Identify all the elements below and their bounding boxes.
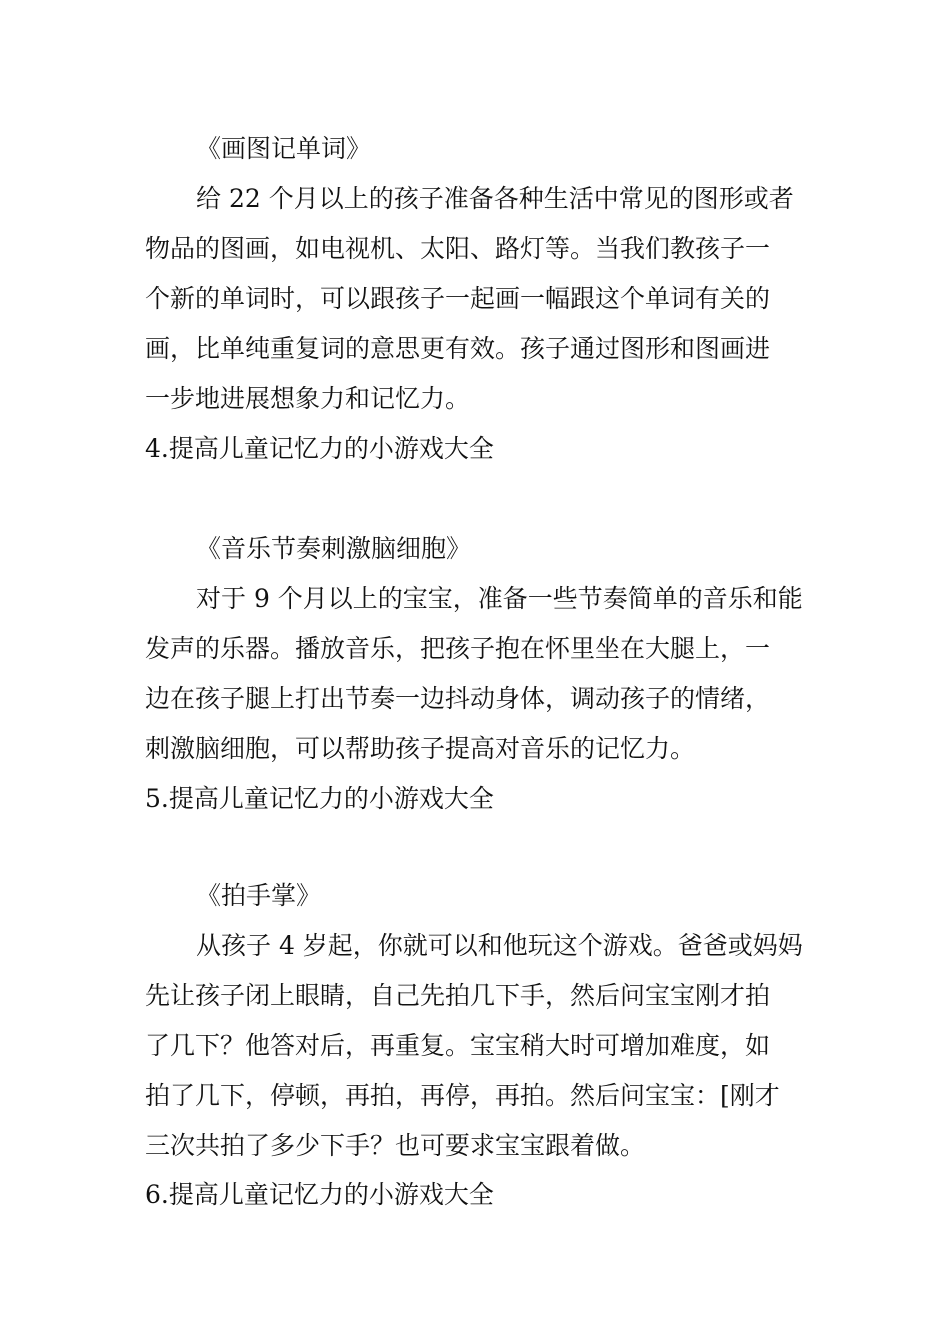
section-heading: 6.提高儿童记忆力的小游戏大全 bbox=[145, 1180, 494, 1209]
paragraph-line: 发声的乐器。播放音乐，把孩子抱在怀里坐在大腿上，一 bbox=[145, 634, 771, 663]
section-title: 《画图记单词》 bbox=[196, 134, 372, 163]
paragraph-line: 拍了几下，停顿，再拍，再停，再拍。然后问宝宝：[刚才 bbox=[145, 1081, 780, 1110]
paragraph-line: 边在孩子腿上打出节奏一边抖动身体，调动孩子的情绪， bbox=[145, 684, 771, 713]
paragraph-line: 给 22 个月以上的孩子准备各种生活中常见的图形或者 bbox=[196, 184, 794, 213]
paragraph-line: 从孩子 4 岁起，你就可以和他玩这个游戏。爸爸或妈妈 bbox=[196, 931, 803, 960]
paragraph-line: 画，比单纯重复词的意思更有效。孩子通过图形和图画进 bbox=[145, 334, 771, 363]
section-heading: 5.提高儿童记忆力的小游戏大全 bbox=[145, 784, 494, 813]
paragraph-line: 了几下？他答对后，再重复。宝宝稍大时可增加难度，如 bbox=[145, 1031, 771, 1060]
section-title: 《音乐节奏刺激脑细胞》 bbox=[196, 534, 472, 563]
paragraph-line: 三次共拍了多少下手？也可要求宝宝跟着做。 bbox=[145, 1131, 646, 1160]
paragraph-line: 先让孩子闭上眼睛，自己先拍几下手，然后问宝宝刚才拍 bbox=[145, 981, 771, 1010]
section-heading: 4.提高儿童记忆力的小游戏大全 bbox=[145, 434, 494, 463]
paragraph-line: 对于 9 个月以上的宝宝，准备一些节奏简单的音乐和能 bbox=[196, 584, 803, 613]
paragraph-line: 物品的图画，如电视机、太阳、路灯等。当我们教孩子一 bbox=[145, 234, 771, 263]
section-title: 《拍手掌》 bbox=[196, 881, 322, 910]
paragraph-line: 一步地进展想象力和记忆力。 bbox=[145, 384, 471, 413]
paragraph-line: 刺激脑细胞，可以帮助孩子提高对音乐的记忆力。 bbox=[145, 734, 696, 763]
paragraph-line: 个新的单词时，可以跟孩子一起画一幅跟这个单词有关的 bbox=[145, 284, 771, 313]
